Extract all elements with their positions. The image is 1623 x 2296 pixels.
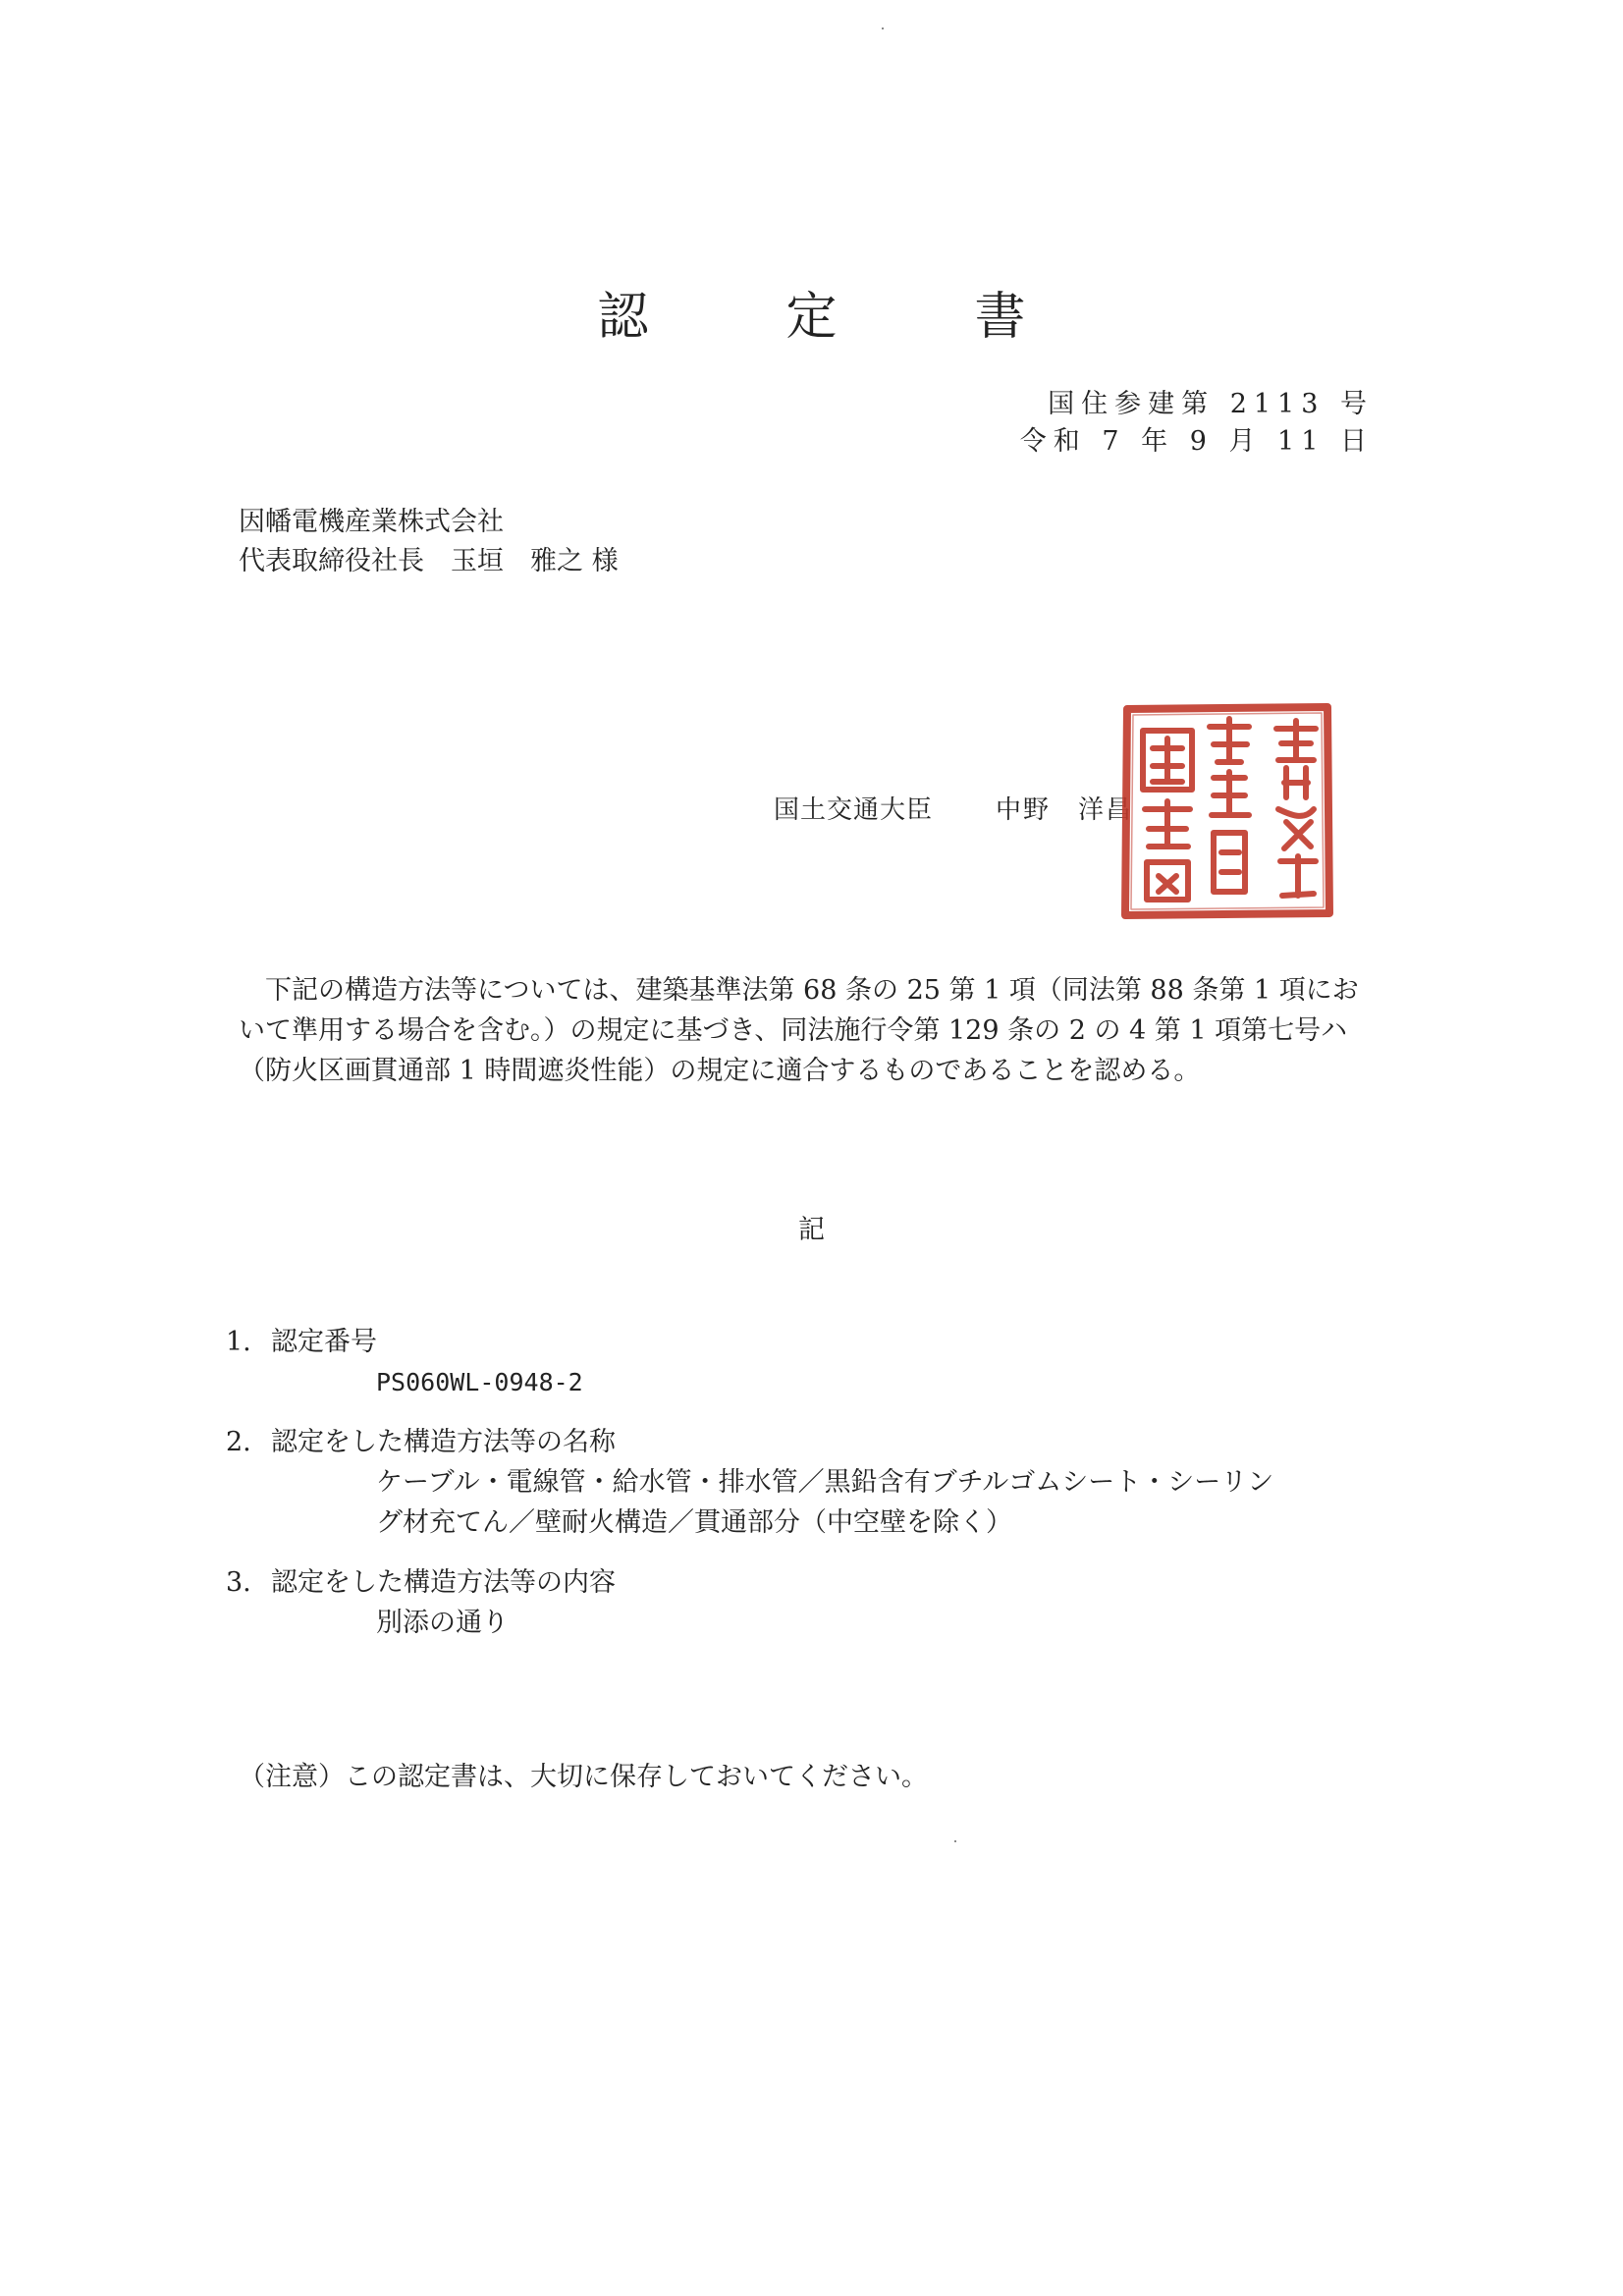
scan-speck (882, 27, 884, 29)
item-number: 3. (226, 1567, 251, 1598)
statement-line: （防火区画貫通部 1 時間遮炎性能）の規定に適合するものであることを認める。 (239, 1056, 1201, 1086)
scan-speck (954, 1840, 956, 1842)
item-value: グ材充てん／壁耐火構造／貫通部分（中空壁を除く） (376, 1507, 1012, 1538)
issuer-block (774, 790, 1133, 826)
item-value: PS060WL-0948-2 (376, 1368, 583, 1396)
list-item (226, 1322, 1273, 1402)
item-label: 認定をした構造方法等の名称 (271, 1427, 616, 1457)
statement-line: いて準用する場合を含む。）の規定に基づき、同法施行令第 129 条の 2 の 4 第 1 項第七号ハ (239, 1015, 1348, 1046)
document-title: 認 定 書 (597, 288, 1069, 347)
addressee-company: 因幡電機産業株式会社 (239, 507, 504, 537)
list-item (226, 1562, 1273, 1643)
document-number: 国住参建第 2113 号 (1048, 389, 1374, 419)
statement-line: 下記の構造方法等については、建築基準法第 68 条の 25 第 1 項（同法第 88 条第 1 項にお (265, 975, 1359, 1006)
items-list (226, 1322, 1273, 1663)
document-date: 令和 7 年 9 月 11 日 (1019, 426, 1374, 457)
issuer-name: 中野 洋昌 (996, 795, 1134, 825)
item-label: 認定番号 (271, 1327, 377, 1357)
official-seal (1119, 699, 1335, 921)
item-value: ケーブル・電線管・給水管・排水管／黒鉛含有ブチルゴムシート・シーリン (376, 1467, 1274, 1498)
addressee-representative: 代表取締役社長 玉垣 雅之 様 (239, 546, 619, 576)
item-value: 別添の通り (376, 1608, 509, 1638)
issuer-office: 国土交通大臣 (774, 795, 934, 825)
caution-note: （注意）この認定書は、大切に保存しておいてください。 (239, 1762, 928, 1792)
addressee-block (239, 503, 619, 581)
ki-heading: 記 (798, 1215, 825, 1245)
item-number: 2. (226, 1427, 251, 1457)
certification-statement (239, 970, 1397, 1091)
item-number: 1. (226, 1327, 251, 1357)
item-label: 認定をした構造方法等の内容 (271, 1567, 616, 1598)
list-item (226, 1422, 1273, 1543)
document-number-block (1020, 386, 1374, 461)
